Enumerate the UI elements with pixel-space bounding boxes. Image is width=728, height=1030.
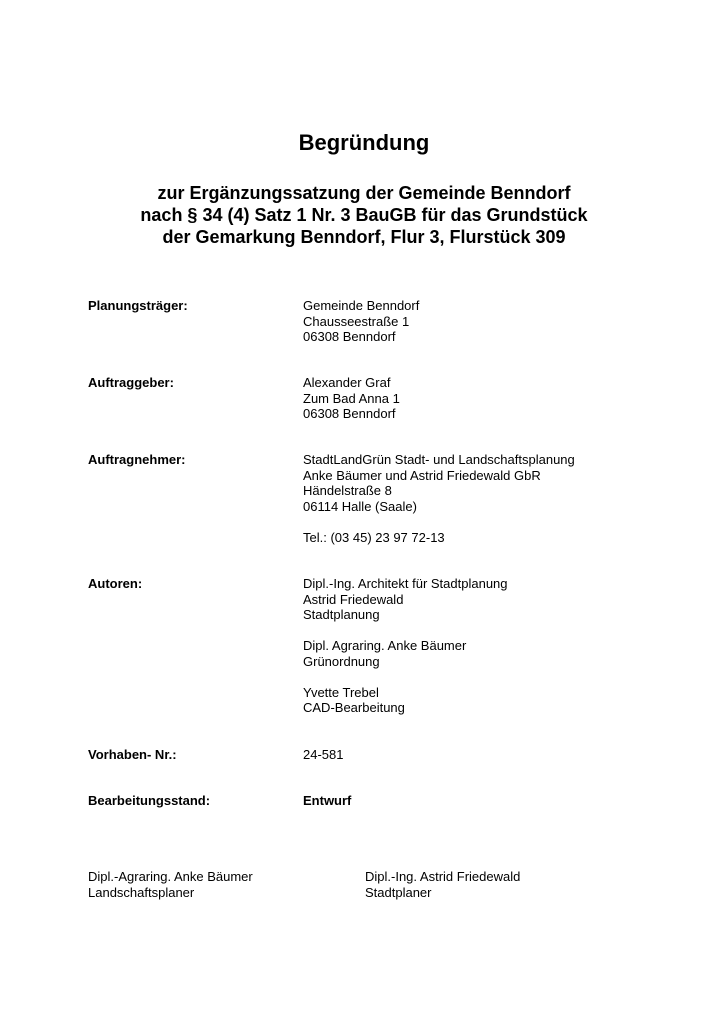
author-line: Yvette Trebel: [303, 684, 379, 700]
subtitle-line: zur Ergänzungssatzung der Gemeinde Benndorf: [157, 183, 571, 203]
bearbeitungsstand-label: Bearbeitungsstand:: [88, 793, 211, 808]
address-line: Anke Bäumer und Astrid Friedewald GbR: [303, 467, 541, 483]
spacer: [303, 669, 508, 685]
auftragnehmer-value: [303, 452, 575, 545]
signature-name: Dipl.-Agraring. Anke Bäumer: [88, 869, 253, 884]
address-line: StadtLandGrün Stadt- und Landschaftsplanung: [303, 452, 575, 467]
document-subtitle: [0, 182, 728, 248]
signature-right: [365, 869, 520, 900]
address-line: 06308 Benndorf: [303, 329, 396, 344]
vorhaben-value: 24-581: [303, 747, 344, 762]
address-line: Händelstraße 8: [303, 483, 392, 498]
auftraggeber-value: [303, 375, 400, 422]
author-line: Dipl. Agraring. Anke Bäumer: [303, 638, 467, 653]
author-line: Astrid Friedewald: [303, 591, 404, 607]
author-line: Grünordnung: [303, 653, 380, 669]
author-line: CAD-Bearbeitung: [303, 700, 405, 715]
spacer: [303, 623, 508, 639]
author-line: Stadtplanung: [303, 607, 380, 622]
address-line: Alexander Graf: [303, 375, 391, 390]
signature-name: Dipl.-Ing. Astrid Friedewald: [365, 869, 521, 884]
signature-role: Landschaftsplaner: [88, 884, 195, 900]
signature-role: Stadtplaner: [365, 884, 432, 900]
author-line: Dipl.-Ing. Architekt für Stadtplanung: [303, 576, 508, 591]
address-line: Chausseestraße 1: [303, 313, 410, 329]
phone-number: Tel.: (03 45) 23 97 72-13: [303, 529, 445, 545]
address-line: Gemeinde Benndorf: [303, 298, 420, 313]
planungstraeger-label: Planungsträger:: [88, 298, 188, 313]
autoren-value: [303, 576, 508, 716]
signature-left: [88, 869, 253, 900]
document-title: Begründung: [298, 130, 430, 155]
bearbeitungsstand-value: Entwurf: [303, 793, 352, 808]
auftragnehmer-label: Auftragnehmer:: [88, 452, 186, 467]
vorhaben-label: Vorhaben- Nr.:: [88, 747, 177, 762]
address-line: 06308 Benndorf: [303, 406, 396, 421]
address-line: 06114 Halle (Saale): [303, 498, 417, 514]
auftraggeber-label: Auftraggeber:: [88, 375, 174, 390]
autoren-label: Autoren:: [88, 576, 143, 591]
subtitle-line: nach § 34 (4) Satz 1 Nr. 3 BauGB für das Grundstück: [140, 205, 588, 225]
spacer: [303, 514, 575, 530]
subtitle-line: der Gemarkung Benndorf, Flur 3, Flurstück 309: [162, 227, 566, 247]
planungstraeger-value: [303, 298, 419, 345]
address-line: Zum Bad Anna 1: [303, 390, 400, 406]
